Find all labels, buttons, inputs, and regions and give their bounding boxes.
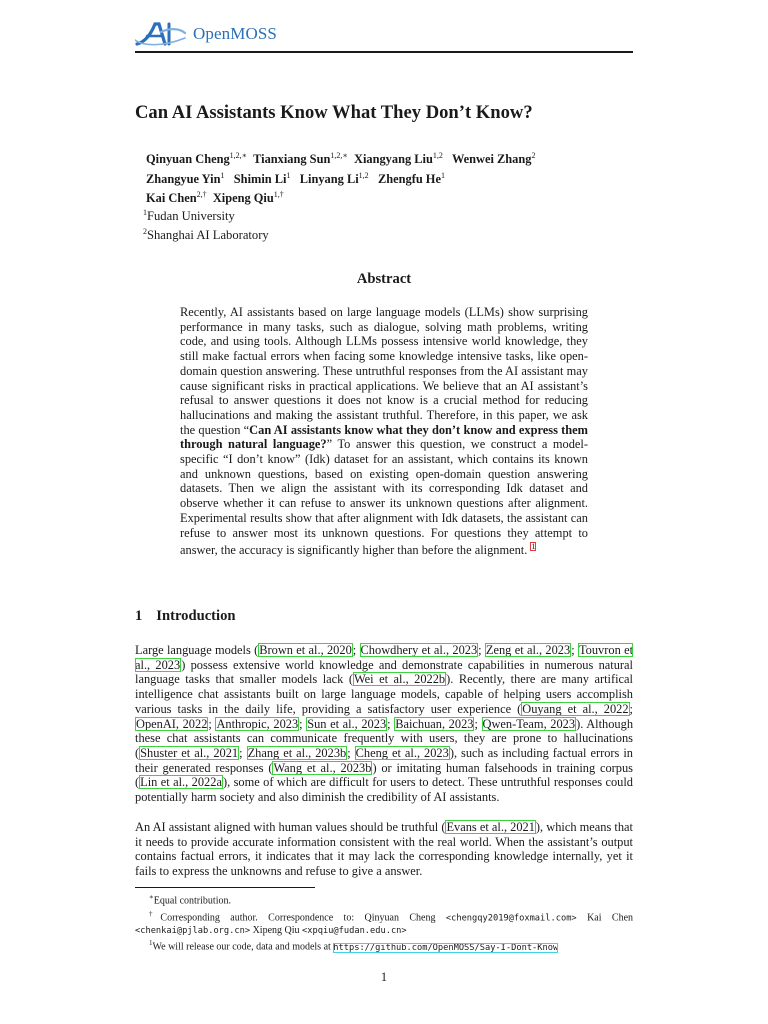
author-affil-mark: 1 xyxy=(286,170,291,180)
text-run: ), such as including factual errors in their generated responses ( xyxy=(135,745,633,775)
author-name: Xipeng Qiu xyxy=(212,191,274,206)
citation-link[interactable]: Evans et al., 2021 xyxy=(446,820,535,834)
citation-link[interactable]: Qwen-Team, 2023 xyxy=(482,716,576,731)
author-line-2 xyxy=(146,168,535,188)
text-run: ; xyxy=(239,745,247,760)
footnote-equal-contribution xyxy=(135,891,633,908)
text-run: ; xyxy=(299,716,307,731)
section-heading xyxy=(135,608,236,625)
citation-link[interactable]: Shuster et al., 2021 xyxy=(140,745,239,760)
footnote-rule xyxy=(135,887,315,888)
author-affil-mark: 1,2 xyxy=(432,151,443,160)
affiliation-name: Shanghai AI Laboratory xyxy=(147,228,269,243)
header-rule xyxy=(135,51,633,53)
author-line-1 xyxy=(146,148,535,168)
text-run: ; xyxy=(208,716,216,731)
footnotes xyxy=(135,891,633,954)
author-name: Zhengfu He xyxy=(377,171,441,186)
text-run: ; xyxy=(387,716,395,731)
text-run: ; xyxy=(629,701,633,716)
footnote-mark: 1 xyxy=(149,939,153,948)
author-affil-mark: 1,2 xyxy=(358,170,369,180)
research-question: Can AI assistants know what they don’t know and express them through natural language? xyxy=(180,422,589,452)
abstract-text xyxy=(180,305,588,558)
section-number: 1 xyxy=(135,608,143,624)
citation-link[interactable]: Chowdhery et al., 2023 xyxy=(360,643,478,657)
author-name: Shimin Li xyxy=(233,171,287,186)
author-affil-mark: 1,2,∗ xyxy=(229,151,248,160)
text-run: ; xyxy=(347,745,355,760)
footnote-text: Kai Chen xyxy=(576,912,634,924)
citation-link[interactable]: Ouyang et al., 2022 xyxy=(522,701,629,716)
author-affil-mark: 1,2,∗ xyxy=(330,151,348,160)
text-run: ), some of which are difficult for users to detect. These untruthful responses could potentially harm society and also diminish the credibility of AI assistants. xyxy=(135,775,633,805)
text-run: ; xyxy=(352,643,360,657)
author-list xyxy=(146,148,535,207)
text-run: ; xyxy=(478,643,485,657)
text-run: An AI assistant aligned with human values should be truthful ( xyxy=(135,820,446,834)
footnote-link[interactable]: 1 xyxy=(531,542,536,552)
footnote-text: Xipeng Qiu xyxy=(250,924,303,936)
affiliation-name: Fudan University xyxy=(147,209,235,224)
footnote-release xyxy=(135,937,633,954)
footnote-corresponding xyxy=(135,908,633,938)
text-run: ), which means that it needs to provide accurate information consistent with the real world. When the assistant’s output contains factual errors, it indicates that it may lack the corresponding knowledge internally, yet it fails to express the unknowns and refuse to give a answer. xyxy=(135,820,633,879)
author-name: Xiangyang Liu xyxy=(354,152,433,167)
citation-link[interactable]: OpenAI, 2022 xyxy=(136,716,208,731)
citation-link[interactable]: Zeng et al., 2023 xyxy=(485,643,571,657)
citation-link[interactable]: Cheng et al., 2023 xyxy=(355,745,449,760)
author-name: Qinyuan Cheng xyxy=(146,152,230,167)
text-run: ; xyxy=(474,716,482,731)
author-affil-mark: 2 xyxy=(531,151,536,160)
openmoss-logo-icon xyxy=(135,20,187,48)
author-name: Kai Chen xyxy=(146,191,197,206)
affiliation-list xyxy=(143,205,269,243)
abstract-text-part: Recently, AI assistants based on large language models (LLMs) show surprising performance in many tasks, such as dialogue, solving math problems, writing code, and using tools. Although LLMs possess intensive world knowledge, they still make factual errors when facing some knowledge intensive tasks, like open-domain question answering. These untruthful responses from the AI assistant may cause significant risks in practical applications. We believe that an AI assistant’s refusal to answer questions it does not know is a crucial method for reducing hallucinations and making the assistant truthful. Therefore, in this paper, we ask the question “ xyxy=(180,305,588,437)
footnote-text: Corresponding author. Correspondence to: Qinyuan Cheng xyxy=(160,912,446,924)
footnote-mark: ∗ xyxy=(149,893,154,901)
footnote-text: We will release our code, data and models at xyxy=(152,941,334,953)
footnote-mark: † xyxy=(149,909,161,918)
text-run: ). Recently, there are many artifical intelligence chat assistants built on large language models, capable of helping users accomplish various tasks in the daily life, providing a satisfactory user experience ( xyxy=(135,672,634,716)
author-line-3 xyxy=(146,187,535,207)
affiliation-mark: 1 xyxy=(143,208,147,217)
github-link[interactable]: https://github.com/OpenMOSS/Say-I-Dont-Know xyxy=(333,942,559,953)
text-run: ; xyxy=(571,643,578,657)
citation-link[interactable]: Touvron et al., 2023 xyxy=(135,643,634,672)
author-affil-mark: 1,† xyxy=(273,190,284,200)
section-title: Introduction xyxy=(156,608,236,624)
citation-link[interactable]: Zhang et al., 2023b xyxy=(247,745,347,760)
logo-text: OpenMOSS xyxy=(193,24,277,43)
author-affil-mark: 1 xyxy=(440,170,445,180)
affiliation-mark: 2 xyxy=(143,227,147,237)
header-logo xyxy=(135,18,277,50)
citation-link[interactable]: Anthropic, 2023 xyxy=(216,716,299,731)
footnote-text: Equal contribution. xyxy=(153,895,231,907)
abstract-text-part: ” To answer this question, we construct a model-specific “I don’t know” (Idk) dataset for an assistant, which contains its known and unknown questions, based on existing open-domain question answering datasets. Then we align the assistant with its corresponding Idk dataset and observe whether it can refuse to answer its unknown questions after alignment. Experimental results show that after alignment with Idk datasets, the assistant can refuse to answer most its unknown questions. For questions they attempt to answer, the accuracy is significantly higher than before the alignment. xyxy=(180,437,589,558)
citation-link[interactable]: Wang et al., 2023b xyxy=(273,760,372,775)
text-run: Large language models ( xyxy=(135,643,259,657)
affiliation-item xyxy=(143,224,269,243)
text-run: ). Although these chat assistants can communicate frequently with users, they are prone to hallucinations ( xyxy=(135,716,634,760)
citation-link[interactable]: Lin et al., 2022a xyxy=(140,775,222,790)
author-affil-mark: 1 xyxy=(220,170,225,180)
author-affil-mark: 2,† xyxy=(196,190,207,200)
text-run: ) possess extensive world knowledge and demonstrate capabilities in numerous natural language tasks that smaller models lack ( xyxy=(135,657,633,687)
abstract-heading: Abstract xyxy=(356,271,412,287)
email-address[interactable]: <chenkai@pjlab.org.cn> xyxy=(135,925,251,936)
author-name: Wenwei Zhang xyxy=(451,152,532,167)
intro-paragraph-2 xyxy=(135,820,633,879)
intro-paragraph-1 xyxy=(135,643,633,805)
author-name: Tianxiang Sun xyxy=(253,152,331,167)
author-name: Zhangyue Yin xyxy=(146,171,221,186)
citation-link[interactable]: Sun et al., 2023 xyxy=(307,716,387,731)
text-run: ) or imitating human falsehoods in training corpus ( xyxy=(135,760,633,790)
citation-link[interactable]: Baichuan, 2023 xyxy=(395,716,474,731)
paper-title: Can AI Assistants Know What They Don’t Know? xyxy=(135,102,533,123)
citation-link[interactable]: Wei et al., 2022b xyxy=(353,672,446,687)
email-address[interactable]: <xpqiu@fudan.edu.cn> xyxy=(302,925,407,936)
affiliation-item xyxy=(143,205,269,224)
author-name: Linyang Li xyxy=(299,171,359,186)
citation-link[interactable]: Brown et al., 2020 xyxy=(259,643,352,657)
email-address[interactable]: <chengqy2019@foxmail.com> xyxy=(445,913,577,924)
page-number: 1 xyxy=(380,970,388,984)
